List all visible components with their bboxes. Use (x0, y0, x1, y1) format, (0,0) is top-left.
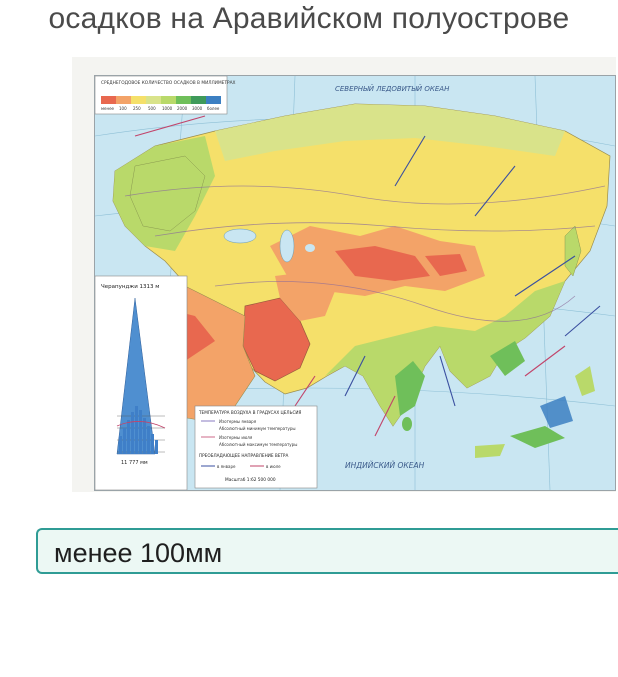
ocean-south-label: ИНДИЙСКИЙ ОКЕАН (345, 461, 425, 470)
legend-title: СРЕДНЕГОДОВОЕ КОЛИЧЕСТВО ОСАДКОВ В МИЛЛИМЕТРАХ (101, 81, 236, 86)
temp-item-0: Изотермы января (219, 419, 257, 424)
temp-item-2: Изотермы июля (219, 435, 253, 440)
wind-january: в январе (217, 464, 236, 469)
scale-tick-5: 2000 (177, 106, 188, 111)
wind-legend-title: ПРЕОБЛАДАЮЩЕЕ НАПРАВЛЕНИЕ ВЕТРА (199, 453, 289, 458)
wind-july: в июле (266, 464, 281, 469)
inset-title: Черапунджи 1313 м (101, 284, 160, 290)
scale-tick-6: 3000 (192, 106, 203, 111)
answer-text: менее 100мм (54, 538, 223, 568)
temp-item-3: Абсолютный максимум температуры (219, 442, 298, 447)
scale-tick-7: более (207, 106, 220, 111)
scale-tick-2: 250 (133, 106, 141, 111)
answer-option[interactable] (36, 528, 618, 574)
precipitation-legend (95, 76, 236, 114)
temp-item-1: Абсолютный минимум температуры (219, 426, 296, 431)
scale-tick-4: 1000 (162, 106, 173, 111)
map-scale: Масштаб 1:62 500 000 (225, 478, 276, 483)
question-title: осадков на Аравийском полуострове (48, 2, 570, 35)
temperature-wind-legend (195, 406, 317, 488)
climate-map (94, 75, 616, 491)
scale-tick-1: 100 (119, 106, 127, 111)
scale-tick-3: 500 (148, 106, 156, 111)
ocean-north-label: СЕВЕРНЫЙ ЛЕДОВИТЫЙ ОКЕАН (335, 85, 450, 93)
inset-total: 11 777 мм (121, 460, 148, 466)
temperature-legend-title: ТЕМПЕРАТУРА ВОЗДУХА В ГРАДУСАХ ЦЕЛЬСИЯ (199, 410, 302, 415)
cherrapunji-inset (95, 276, 187, 490)
scale-tick-0: менее (101, 106, 115, 111)
climate-map-image (72, 57, 616, 492)
